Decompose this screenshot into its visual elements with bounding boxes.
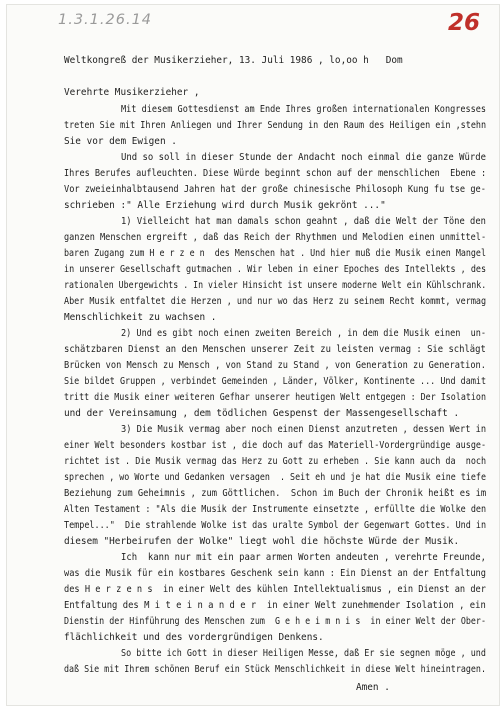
body-line: treten Sie mit Ihren Anliegen und Ihrer Sendung in den Raum des Heiligen ein ,stehn bbox=[64, 120, 487, 131]
document-header: Weltkongreß der Musikerzieher, 13. Juli 1986 , lo,oo h Dom bbox=[64, 55, 403, 66]
body-line: tritt die Musik einer weiteren Gefhar unserer heutigen Welt entgegen : Der Isolation bbox=[64, 392, 486, 403]
body-line: So bitte ich Gott in dieser Heiligen Messe, daß Er sie segnen möge , und bbox=[121, 648, 486, 659]
body-line: daß Sie mit Ihrem schönen Beruf ein Stück Menschlichkeit in diese Welt hineintragen. bbox=[64, 664, 486, 675]
body-line: sprechen , wo Worte und Gedanken versagen . Seit eh und je hat die Musik eine tiefe bbox=[64, 472, 486, 483]
body-line: Menschlichkeit zu wachsen . bbox=[64, 312, 217, 323]
body-line: richtet ist . Die Musik vermag das Herz zu Gott zu erheben . Sie kann auch da noch bbox=[64, 456, 487, 467]
body-line: Tempel..." Die strahlende Wolke ist das uralte Symbol der Gegenwart Gottes. Und in bbox=[64, 520, 487, 531]
body-line: Sie bildet Gruppen , verbindet Gemeinden , Länder, Völker, Kontinente ... Und damit bbox=[64, 376, 487, 387]
body-line: Brücken von Mensch zu Mensch , von Stand zu Stand , von Generation zu Generation. bbox=[64, 360, 486, 371]
closing: Amen . bbox=[356, 682, 390, 693]
body-line: in unserer Gesellschaft gutmachen . Wir leben in einer Epoches des Intellekts , des bbox=[64, 264, 487, 275]
body-line: Entfaltung des M i t e i n a n d e r in einer Welt zunehmender Isolation , ein bbox=[64, 600, 486, 611]
body-line: Alten Testament : "Als die Musik der Instrumente einsetzte , erfüllte die Wolke den bbox=[64, 504, 487, 515]
body-line: des H e r z e n s in einer Welt des kühlen Intellektualismus , ein Dienst an der bbox=[64, 584, 486, 595]
body-line: Beziehung zum Geheimnis , zum Göttlichen. Schon im Buch der Chronik heißt es im bbox=[64, 488, 487, 499]
body-line: und der Vereinsamung , dem tödlichen Gespenst der Massengesellschaft . bbox=[64, 408, 460, 419]
body-line: was die Musik für ein kostbares Geschenk sein kann : Ein Dienst an der Entfaltung bbox=[64, 568, 486, 579]
body-line: Ihres Berufes aufleuchten. Diese Würde beginnt schon auf der menschlichen Ebene : bbox=[64, 168, 487, 179]
body-line: Ich kann nur mit ein paar armen Worten andeuten , verehrte Freunde, bbox=[121, 552, 487, 563]
body-line: Dienstin der Hinführung des Menschen zum G e h e i m n i s in einer Welt der Ober- bbox=[64, 616, 486, 627]
body-line: Und so soll in dieser Stunde der Andacht noch einmal die ganze Würde bbox=[121, 152, 487, 163]
body-line: 3) Die Musik vermag aber noch einen Dienst anzutreten , dessen Wert in bbox=[121, 424, 487, 435]
archive-number: 1.3.1.26.14 bbox=[58, 12, 153, 28]
salutation: Verehrte Musikerzieher , bbox=[64, 87, 200, 98]
body-line: schrieben :" Alle Erziehung wird durch Musik gekrönt ..." bbox=[64, 200, 386, 211]
body-line: einer Welt besonders kostbar ist , die doch auf das Materiell-Vordergründige ausge- bbox=[64, 440, 487, 451]
page-number: 26 bbox=[448, 10, 481, 36]
body-line: Vor zweieinhalbtausend Jahren hat der große chinesische Philosoph Kung fu tse ge- bbox=[64, 184, 486, 195]
body-line: Sie vor dem Ewigen . bbox=[64, 136, 177, 147]
body-line: ganzen Menschen ergreift , daß das Reich der Rhythmen und Melodien einen unmittel- bbox=[64, 232, 487, 243]
body-line: rationalen Übergewichts . In vieler Hinsicht ist unsere moderne Welt ein Kühlschrank. bbox=[64, 280, 487, 291]
body-line: Aber Musik entfaltet die Herzen , und nur wo das Herz zu seinem Recht kommt, vermag bbox=[64, 296, 487, 307]
body-line: 1) Vielleicht hat man damals schon geahnt , daß die Welt der Töne den bbox=[121, 216, 486, 227]
body-line: baren Zugang zum H e r z e n des Menschen hat . Und hier muß die Musik einen Mangel bbox=[64, 248, 486, 259]
body-line: diesem "Herbeirufen der Wolke" liegt wohl die höchste Würde der Musik. bbox=[64, 536, 460, 547]
body-line: Mit diesem Gottesdienst am Ende Ihres großen internationalen Kongresses bbox=[121, 104, 487, 115]
body-line: 2) Und es gibt noch einen zweiten Bereich , in dem die Musik einen un- bbox=[121, 328, 487, 339]
body-line: flächlichkeit und des vordergründigen Denkens. bbox=[64, 632, 324, 643]
body-line: schätzbaren Dienst an den Menschen unserer Zeit zu leisten vermag : Sie schlägt bbox=[64, 344, 486, 355]
